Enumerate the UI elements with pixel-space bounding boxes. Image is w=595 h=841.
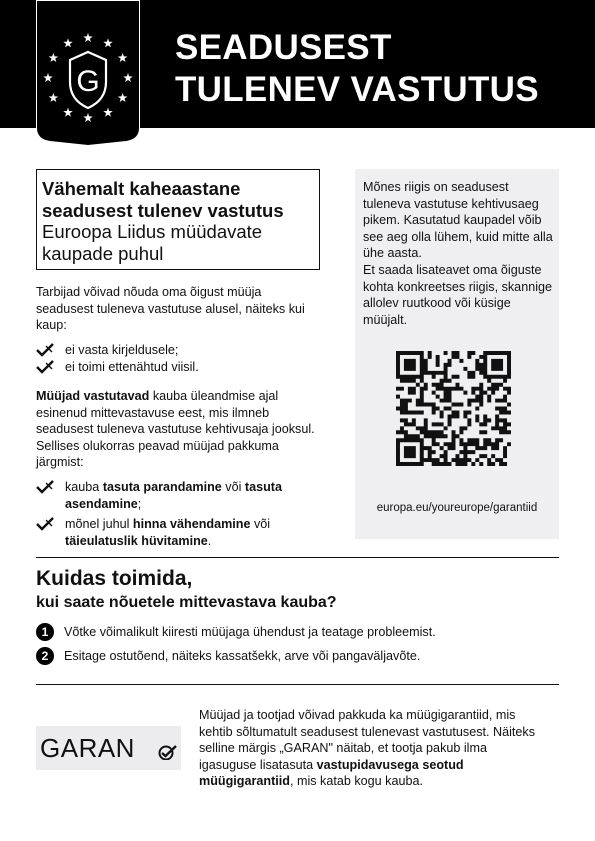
page-title	[175, 27, 539, 111]
paragraph-consumers: Tarbijad võivad nõuda oma õigust müüja seadusest tuleneva vastutuse alusel, näiteks kui kaup:	[36, 285, 305, 332]
step-text: Võtke võimalikult kiiresti müüjaga ühendust ja teatage probleemist.	[64, 625, 436, 639]
remedy-bold: hinna vähendamine	[132, 517, 251, 531]
how-to-title: Kuidas toimida,	[36, 567, 193, 590]
sidebar-url-link[interactable]: europa.eu/youreurope/garantiid	[376, 502, 538, 514]
nonconformity-list	[36, 342, 199, 375]
list-item	[36, 359, 199, 376]
list-item	[36, 516, 318, 549]
pen-check-icon	[36, 343, 54, 357]
step-number-badge: 1	[36, 623, 54, 641]
remedy-text: või	[250, 517, 271, 531]
info-sidebar	[355, 169, 559, 539]
garan-logo-word: GARAN	[40, 733, 135, 763]
title-line-2: TULENEV VASTUTUS	[175, 70, 539, 109]
garan-text-part: , mis katab kogu kauba.	[289, 774, 423, 788]
divider	[36, 684, 559, 685]
list-item	[36, 479, 318, 512]
garan-description	[199, 707, 544, 790]
emblem-letter: G	[76, 65, 100, 98]
pen-check-icon	[36, 360, 54, 374]
remedies-list	[36, 479, 318, 549]
intro-bold: Vähemalt kaheaastane seadusest tulenev vastutus	[42, 178, 284, 221]
step-number-badge: 2	[36, 647, 54, 665]
how-to-subtitle: kui saate nõuetele mittevastava kauba?	[36, 594, 337, 611]
garan-text-bold: vastupidavusega seotud müügigarantiid	[199, 757, 464, 788]
title-line-1: SEADUSEST	[175, 28, 392, 67]
remedy-text: kauba	[65, 480, 103, 494]
divider	[36, 557, 559, 558]
remedy-text: .	[207, 533, 212, 548]
garan-label-logo	[36, 726, 181, 770]
remedy-bold: tasuta asendamine	[65, 480, 282, 511]
paragraph-sellers	[36, 388, 318, 471]
garan-text-part: Müüjad ja tootjad võivad pakkuda ka müügigarantiid, mis kehtib sõltumatult seadusest tulenevast vastutusest. Näiteks selline märgis „GARAN" näitab, et tootja pakub ilma igasuguse lisatasuta	[199, 708, 536, 772]
list-item-text: ei toimi ettenähtud viisil.	[65, 359, 199, 374]
sellers-bold: Müüjad vastutavad	[36, 389, 150, 403]
remedy-text: ;	[137, 496, 142, 511]
step-text: Esitage ostutõend, näiteks kassatšekk, arve või pangaväljavõte.	[64, 649, 421, 663]
eu-shield-emblem	[36, 0, 140, 146]
remedy-text: mõnel juhul	[65, 517, 133, 531]
intro-normal: Euroopa Liidus müüdavate kaupade puhul	[42, 221, 263, 264]
pen-check-icon	[36, 517, 54, 531]
remedy-bold: tasuta parandamine	[102, 480, 222, 494]
list-item-text: ei vasta kirjeldusele;	[65, 343, 179, 357]
sellers-rest: kauba üleandmise ajal esinenud mittevastavuse eest, mis ilmneb seadusest tuleneva vastutuse kehtivusaja jooksul. Sellises olukorras peavad müüjad pakkuma järgmist:	[36, 389, 315, 469]
qr-code[interactable]	[396, 351, 511, 466]
pen-check-icon	[157, 744, 177, 760]
intro-box	[36, 169, 320, 270]
remedy-text: või	[221, 480, 245, 494]
sidebar-text-1: Mõnes riigis on seadusest tuleneva vastutuse kehtivusaeg pikem. Kasutatud kaupadel võib see aeg olla lühem, kuid mitte alla ühe aasta.	[363, 180, 553, 260]
pen-check-icon	[36, 480, 54, 494]
list-item	[36, 342, 199, 359]
sidebar-text-2: Et saada lisateavet oma õiguste kohta konkreetses riigis, skannige allolev ruutkood või küsige müüjalt.	[363, 263, 553, 327]
remedy-bold: täieulatuslik hüvitamine	[65, 533, 208, 548]
